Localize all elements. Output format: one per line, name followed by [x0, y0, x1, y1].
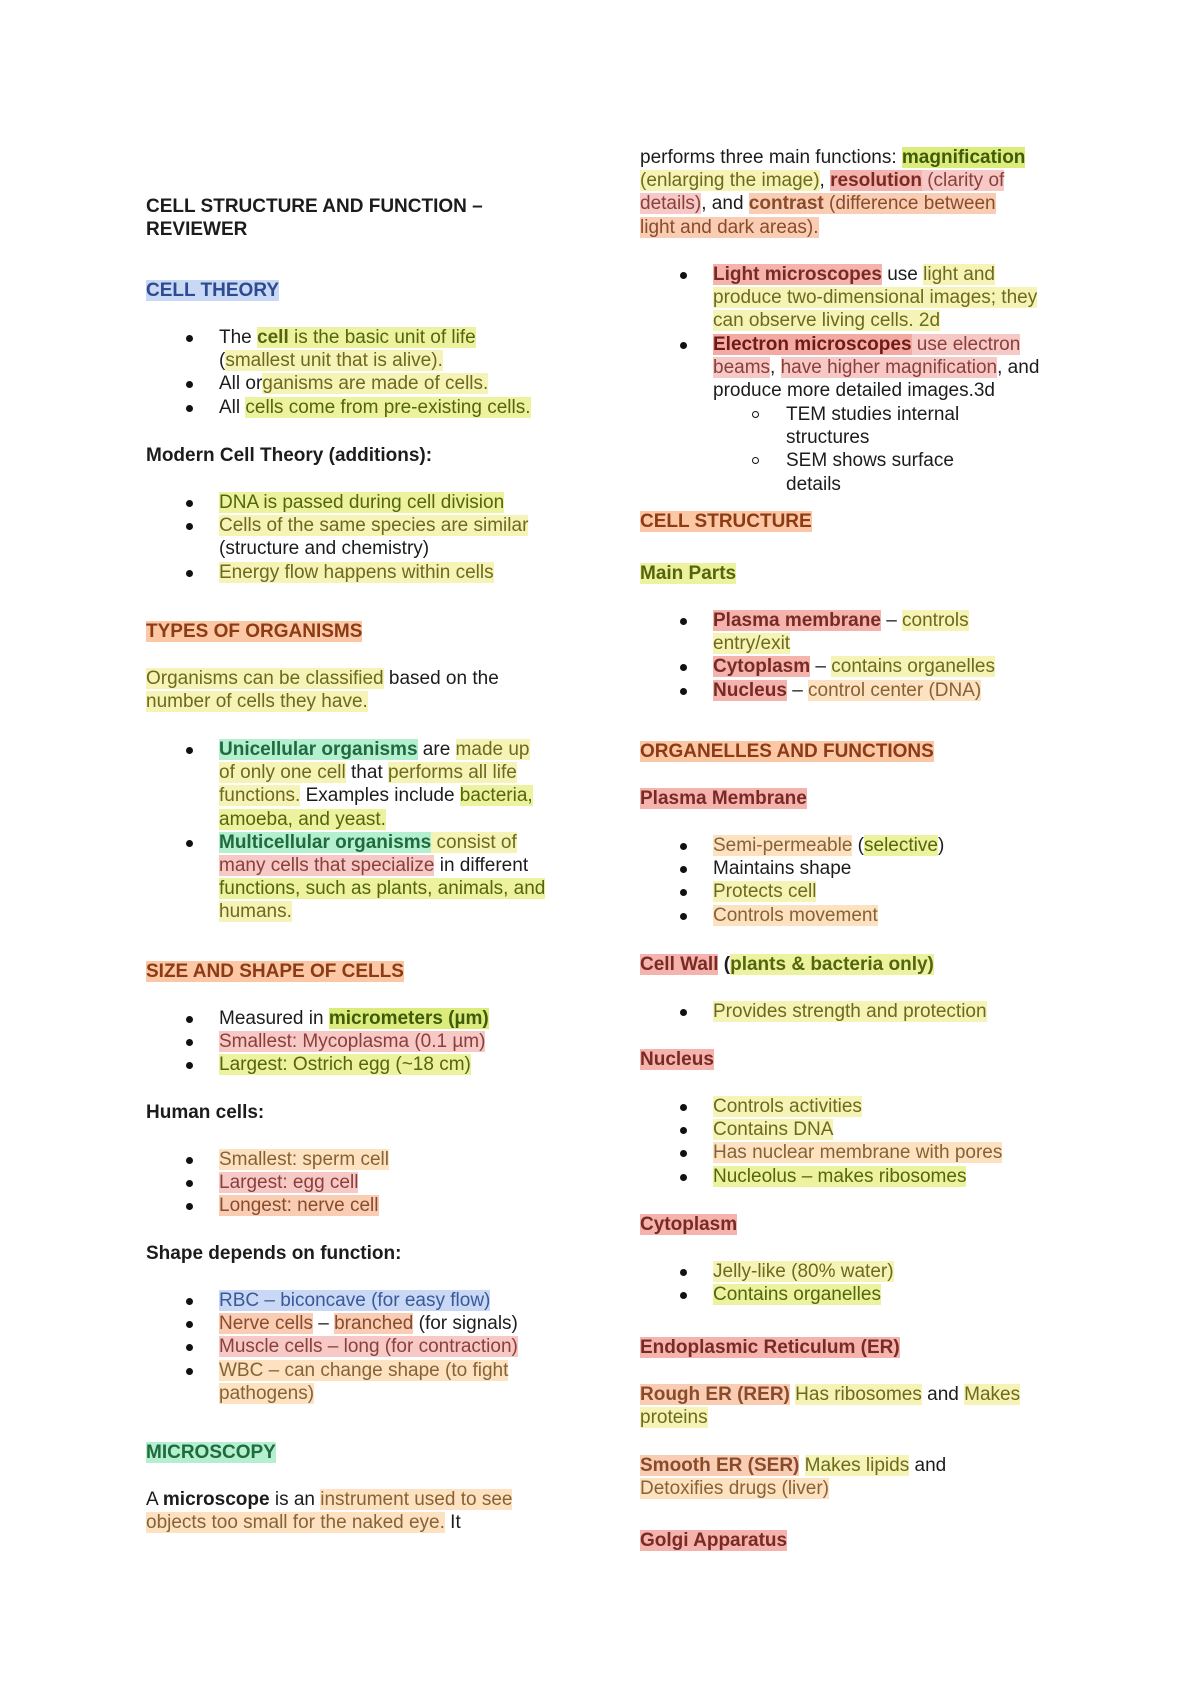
text-span: – — [810, 656, 832, 678]
text-span: Nerve cells — [219, 1313, 313, 1335]
text-span: Contains DNA — [713, 1119, 834, 1141]
list-item — [640, 655, 1070, 678]
text-span: Nucleus — [713, 679, 787, 701]
text-span: DNA is passed during cell division — [219, 492, 505, 513]
human-cells-heading: Human cells: — [146, 1102, 265, 1123]
plasma-membrane-heading — [640, 787, 1070, 810]
cell-theory-list — [146, 326, 576, 419]
list-item — [146, 738, 576, 831]
list-item — [640, 1141, 1070, 1164]
text-span: Makes lipids — [804, 1455, 910, 1476]
list-item — [640, 1000, 1070, 1023]
text-span: and — [909, 1455, 947, 1476]
text-span: can observe living cells. 2d — [713, 310, 941, 332]
text-span: ( — [219, 350, 226, 372]
list-item — [640, 333, 1070, 403]
text-span: Largest: egg cell — [219, 1172, 359, 1194]
text-span: ) — [937, 835, 945, 856]
text-span: Electron microscopes — [713, 333, 912, 355]
document-title — [146, 195, 576, 241]
list-item — [146, 491, 576, 514]
list-item — [640, 904, 1070, 927]
text-span: magnification — [901, 147, 1026, 168]
text-span: Nucleolus – makes ribosomes — [713, 1165, 967, 1187]
text-span: Cytoplasm — [713, 656, 811, 678]
text-span: All or — [219, 373, 263, 395]
text-span: (enlarging the image) — [640, 170, 820, 192]
list-item: SEM shows surface details — [640, 449, 980, 495]
text-span: REVIEWER — [146, 219, 248, 241]
nucleus-heading — [640, 1048, 1070, 1071]
text-span: Plasma Membrane — [640, 788, 807, 809]
list-item — [640, 263, 1070, 333]
text-span: RBC – biconcave (for easy flow) — [219, 1290, 491, 1311]
text-span: Main Parts — [640, 563, 737, 584]
text-span: Cells of the same species are similar — [219, 515, 529, 537]
types-intro — [146, 667, 576, 713]
modern-cell-theory-heading: Modern Cell Theory (additions): — [146, 445, 433, 466]
list-item — [640, 609, 1070, 655]
types-list — [146, 738, 576, 924]
organelles-heading — [640, 740, 1070, 763]
microscopy-paragraph-continued — [640, 146, 1070, 239]
text-span: MICROSCOPY — [146, 1442, 276, 1463]
text-span: many cells that specialize — [219, 855, 435, 877]
smooth-er-paragraph — [640, 1454, 1070, 1500]
text-span: Has nuclear membrane with pores — [713, 1142, 1003, 1164]
text-span: functions, such as plants, animals, and — [219, 878, 546, 900]
text-span: cell — [257, 327, 289, 348]
text-span: humans. — [219, 901, 292, 923]
text-span: Multicellular organisms — [219, 831, 432, 853]
list-item — [640, 1118, 1070, 1141]
list-item — [146, 326, 576, 372]
text-span: ORGANELLES AND FUNCTIONS — [640, 741, 934, 762]
text-span: – — [786, 679, 809, 701]
text-span: amoeba, and yeast. — [219, 808, 386, 830]
list-item — [640, 1095, 1070, 1118]
text-span: contrast — [748, 193, 824, 215]
text-span: made up — [455, 739, 530, 760]
text-span: smallest unit that is alive). — [225, 350, 443, 372]
cytoplasm-heading — [640, 1213, 1070, 1236]
text-span: produce two-dimensional images; they — [713, 287, 1038, 309]
text-span: , and — [997, 356, 1040, 378]
text-span: cells come from pre-existing cells. — [245, 396, 531, 418]
text-span: It — [444, 1512, 461, 1534]
text-span: CELL THEORY — [146, 280, 280, 301]
text-span: use — [881, 264, 924, 285]
cell-wall-list — [640, 1000, 1070, 1023]
text-span: CELL STRUCTURE — [640, 511, 812, 532]
er-heading — [640, 1336, 1070, 1359]
list-item — [640, 1283, 1070, 1306]
cell-theory-heading — [146, 279, 576, 302]
text-span: SIZE AND SHAPE OF CELLS — [146, 961, 404, 982]
text-span: instrument used to see — [320, 1489, 513, 1510]
human-cells-list — [146, 1148, 576, 1218]
list-item: Maintains shape — [640, 857, 1070, 880]
text-span: is an — [269, 1489, 321, 1510]
list-item — [640, 1260, 1070, 1283]
text-span: branched — [334, 1313, 414, 1335]
text-span: resolution — [830, 170, 922, 192]
list-item — [640, 834, 1070, 857]
cell-structure-heading — [640, 510, 1070, 533]
text-span: ( — [852, 835, 865, 856]
text-span: Examples include — [300, 785, 460, 807]
microscopy-paragraph — [146, 1488, 576, 1534]
text-span: number of cells they have. — [146, 691, 368, 713]
main-parts-list — [640, 609, 1070, 702]
list-item — [146, 831, 576, 924]
text-span: Smallest: sperm cell — [219, 1149, 389, 1170]
size-list — [146, 1007, 576, 1077]
text-span: The — [219, 327, 258, 348]
text-span: light and — [923, 264, 995, 285]
modern-cell-theory-list — [146, 491, 576, 584]
text-span: Has ribosomes — [795, 1384, 922, 1405]
text-span: Longest: nerve cell — [219, 1195, 379, 1217]
electron-microscope-sublist — [640, 403, 980, 496]
text-span: Energy flow happens within cells — [219, 561, 494, 583]
text-span: CELL STRUCTURE AND FUNCTION – — [146, 196, 483, 217]
text-span: (for signals) — [413, 1313, 518, 1335]
text-span: control center (DNA) — [808, 679, 982, 701]
list-item — [146, 1171, 576, 1194]
text-span: use electron — [911, 333, 1021, 355]
cytoplasm-list — [640, 1260, 1070, 1306]
list-item — [146, 1030, 576, 1053]
list-item — [640, 679, 1070, 702]
text-span: functions. — [219, 785, 301, 807]
list-item — [146, 372, 576, 395]
text-span: are — [417, 739, 456, 760]
text-span: objects too small for the naked eye. — [146, 1512, 445, 1534]
text-span: , and — [701, 193, 749, 215]
rough-er-paragraph — [640, 1383, 1070, 1429]
list-item — [146, 1335, 576, 1358]
text-span: Jelly-like (80% water) — [713, 1261, 894, 1282]
size-shape-heading — [146, 960, 576, 983]
text-span — [799, 1455, 804, 1476]
text-span: – — [880, 610, 903, 631]
text-span: is the basic unit of life — [288, 327, 476, 348]
text-span: (clarity of — [921, 170, 1005, 192]
text-span: micrometers (µm) — [328, 1008, 489, 1029]
text-span: Cytoplasm — [640, 1214, 738, 1235]
text-span: consist of — [431, 831, 517, 853]
text-span: ( — [718, 954, 731, 975]
main-parts-heading — [640, 562, 1070, 585]
list-item — [146, 1194, 576, 1217]
text-span: TYPES OF ORGANISMS — [146, 621, 363, 642]
text-span: bacteria, — [459, 785, 533, 807]
text-span: Controls activities — [713, 1096, 862, 1117]
text-span: Cell Wall — [640, 954, 719, 975]
text-span: Nucleus — [640, 1049, 714, 1070]
text-span: Plasma membrane — [713, 610, 881, 631]
plasma-membrane-list — [640, 834, 1070, 927]
text-span: Semi-permeable — [713, 835, 853, 856]
text-span: , — [819, 170, 831, 192]
text-span: details) — [640, 193, 702, 215]
text-span: Endoplasmic Reticulum (ER) — [640, 1337, 900, 1358]
nucleus-list — [640, 1095, 1070, 1188]
list-item — [146, 1312, 576, 1335]
text-span: Contains organelles — [713, 1284, 881, 1306]
text-span: , — [770, 356, 781, 378]
list-item: TEM studies internal structures — [640, 403, 980, 449]
list-item — [146, 1148, 576, 1171]
text-span: and — [921, 1384, 965, 1405]
list-item — [146, 1289, 576, 1312]
text-span: A — [146, 1489, 163, 1510]
text-span: controls — [902, 610, 969, 631]
text-span: Smallest: Mycoplasma (0.1 µm) — [219, 1031, 486, 1053]
text-span: beams — [713, 356, 771, 378]
text-span: performs three main functions: — [640, 147, 902, 168]
text-span: – — [312, 1313, 335, 1335]
text-span: Organisms can be classified — [146, 668, 384, 689]
text-span: All — [219, 396, 246, 418]
list-item — [146, 1007, 576, 1030]
text-span: Muscle cells – long (for contraction) — [219, 1336, 518, 1358]
text-span: Controls movement — [713, 904, 878, 926]
text-span: Protects cell — [713, 881, 817, 903]
text-span: Provides strength and protection — [713, 1001, 987, 1022]
text-span: Makes — [964, 1384, 1021, 1405]
text-span: microscope — [162, 1489, 270, 1510]
text-span: of only one cell — [219, 762, 346, 784]
list-item — [640, 1165, 1070, 1188]
text-span: Golgi Apparatus — [640, 1530, 788, 1551]
list-item — [640, 880, 1070, 903]
text-span: entry/exit — [713, 633, 791, 655]
text-span: (difference between — [823, 193, 996, 215]
golgi-heading — [640, 1529, 1070, 1552]
types-heading — [146, 620, 576, 643]
text-span: proteins — [640, 1407, 708, 1429]
text-span: selective — [864, 835, 938, 856]
text-span: based on the — [383, 668, 499, 689]
text-span: Light microscopes — [713, 264, 882, 285]
list-item — [146, 396, 576, 419]
text-span: WBC – can change shape (to fight — [219, 1359, 509, 1381]
list-item — [146, 514, 576, 560]
text-span: contains organelles — [831, 656, 995, 678]
text-span: Largest: Ostrich egg (~18 cm) — [219, 1054, 471, 1076]
list-item — [146, 1053, 576, 1076]
text-span: Detoxifies drugs (liver) — [640, 1478, 829, 1500]
text-span: Unicellular organisms — [219, 739, 418, 760]
text-span: plants & bacteria only) — [730, 954, 934, 975]
text-span: in different — [434, 855, 529, 877]
shape-heading: Shape depends on function: — [146, 1243, 402, 1264]
text-span: pathogens) — [219, 1382, 315, 1404]
microscope-types-list — [640, 263, 1070, 402]
text-span: that — [345, 762, 388, 784]
text-span: have higher magnification — [780, 356, 998, 378]
text-span: (structure and chemistry) — [219, 538, 430, 560]
text-span: light and dark areas). — [640, 216, 819, 238]
text-span: Smooth ER (SER) — [640, 1455, 800, 1476]
list-item — [146, 1359, 576, 1405]
text-span: Measured in — [219, 1008, 329, 1029]
text-span: Rough ER (RER) — [640, 1384, 790, 1405]
text-span: ganisms are made of cells. — [262, 373, 489, 395]
text-span: performs all life — [388, 762, 517, 784]
list-item — [146, 561, 576, 584]
microscopy-heading — [146, 1441, 576, 1464]
shape-list — [146, 1289, 576, 1405]
cell-wall-heading — [640, 953, 1070, 976]
text-span: produce more detailed images.3d — [713, 380, 996, 402]
